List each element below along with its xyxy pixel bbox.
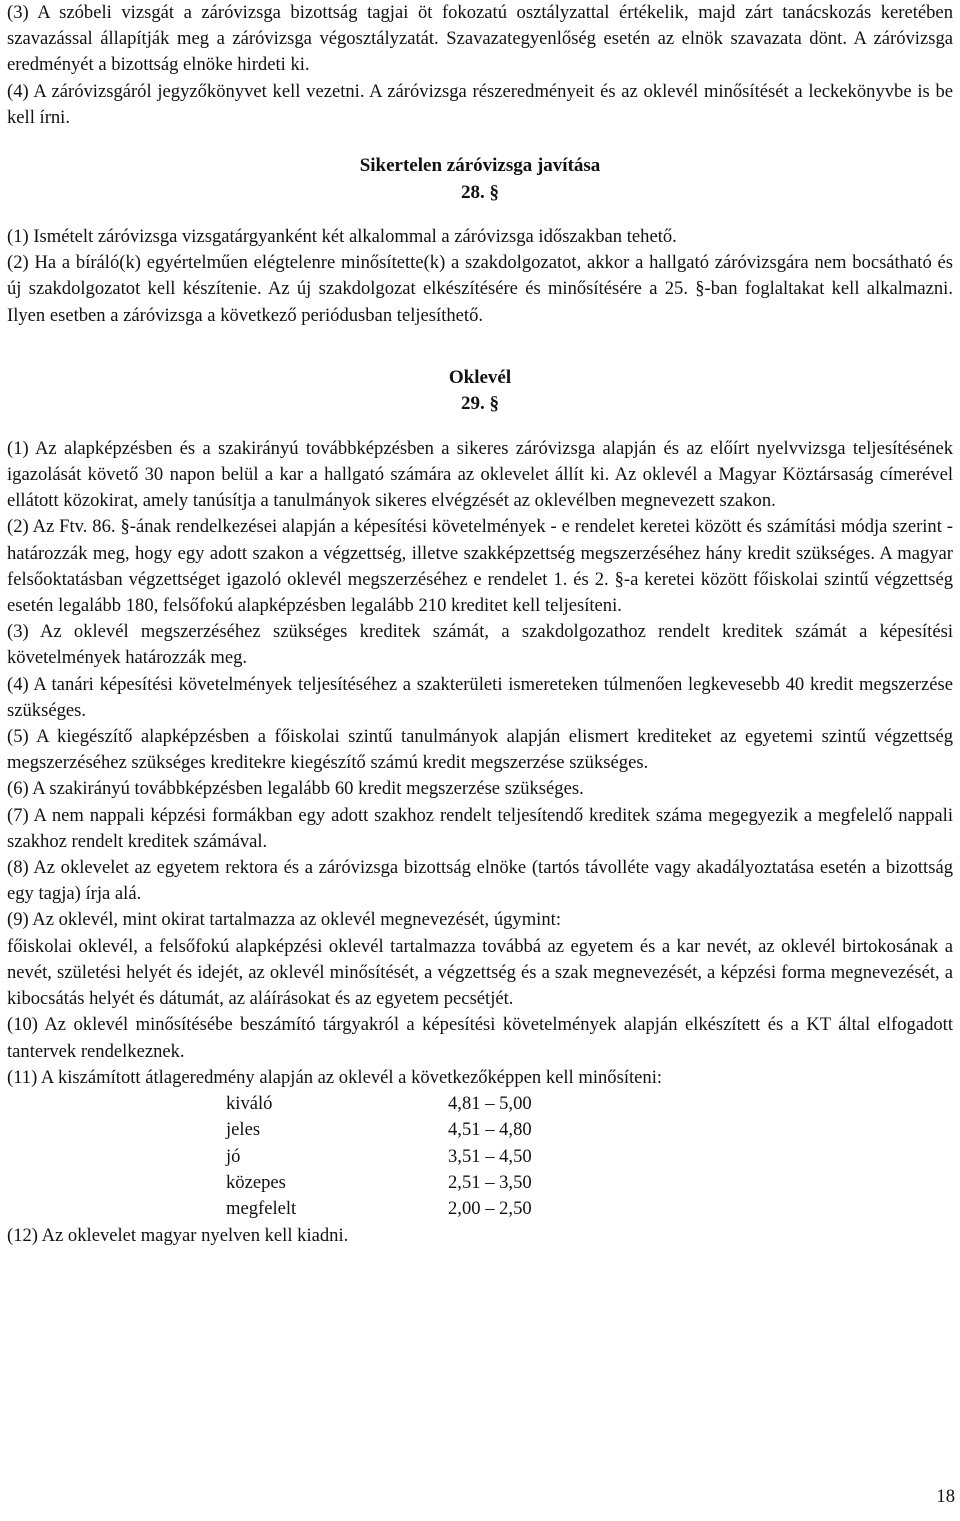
- section-29-paragraph-3: (3) Az oklevél megszerzéséhez szükséges kreditek számát, a szakdolgozathoz rendelt kreditek számát a képesítési követelmények határozzák meg.: [7, 621, 953, 669]
- grade-range: 4,81 – 5,00: [448, 1092, 532, 1114]
- section-29-paragraph-12: (12) Az oklevelet magyar nyelven kell kiadni.: [7, 1224, 349, 1246]
- grade-name: jeles: [226, 1119, 261, 1141]
- section-29-paragraph-9-continued: főiskolai oklevél, a felsőfokú alapképzési oklevél tartalmazza továbbá az egyetem és a kar nevét, az oklevél birtokosának a nevét, születési helyét és idejét, az oklevél minősítését, a végzettség és a szak megnevezését, a képzési forma megnevezését, a kibocsátás helyét és dátumát, az aláírásokat és az egyetem pecsétjét.: [7, 935, 953, 1010]
- section-29-paragraph-4: (4) A tanári képesítési követelmények teljesítéséhez a szakterületi ismereteken túlmenően legkevesebb 40 kredit megszerzése szükséges.: [7, 673, 953, 721]
- grade-row: [226, 1170, 953, 1196]
- grade-name: jó: [226, 1145, 241, 1167]
- grade-range: 3,51 – 4,50: [448, 1145, 532, 1167]
- paragraph-3: (3) A szóbeli vizsgát a záróvizsga bizottság tagjai öt fokozatú osztályzattal értékelik, majd zárt tanácskozás keretében szavazással állapítják meg a záróvizsga végosztályzatát. Szavazategyenlőség esetén az elnök szavazata dönt. A záróvizsga eredményét a bizottság elnöke hirdeti ki.: [7, 2, 953, 76]
- section-29-paragraph-11: (11) A kiszámított átlageredmény alapján az oklevél a következőképpen kell minősíteni:: [7, 1066, 663, 1088]
- section-29-paragraph-1: (1) Az alapképzésben és a szakirányú továbbképzésben a sikeres záróvizsga alapján és az előírt nyelvvizsga teljesítésének igazolását követő 30 napon belül a kar a hallgató számára az oklevelet állít ki. Az oklevél a Magyar Köztársaság címerével ellátott közokirat, amely tanúsítja a tanulmányok sikeres elvégzését az oklevélben megnevezett szakon.: [7, 437, 953, 512]
- section-29-paragraph-6: (6) A szakirányú továbbképzésben legalább 60 kredit megszerzése szükséges.: [7, 778, 584, 800]
- section-29-paragraph-2: (2) Az Ftv. 86. §-ának rendelkezései alapján a képesítési követelmények - e rendelet keretei között és számítási módja szerint - határozzák meg, hogy egy adott szakon a végzettség, illetve szakképzettség megszerzéséhez hány kredit szükséges. A magyar felsőoktatásban végzettséget igazoló oklevél megszerzéséhez e rendelet 1. és 2. §-a keretei között főiskolai szintű végzettség esetén legalább 180, felsőfokú alapképzésben legalább 210 kreditet kell teljesíteni.: [7, 516, 953, 617]
- grade-row: [226, 1144, 953, 1170]
- page-number: 18: [936, 1486, 955, 1507]
- section-29-paragraph-9: (9) Az oklevél, mint okirat tartalmazza az oklevél megnevezését, úgymint:: [7, 909, 561, 931]
- section-28-paragraph-1: (1) Ismételt záróvizsga vizsgatárgyanként két alkalommal a záróvizsga időszakban tehető.: [7, 226, 677, 248]
- grade-table: [226, 1091, 953, 1223]
- section-28-paragraph-2: (2) Ha a bíráló(k) egyértelműen elégtelenre minősítette(k) a szakdolgozatot, akkor a hallgató záróvizsgára nem bocsátható és új szakdolgozatot kell készítenie. Az új szakdolgozat elkészítésére és minősítésére a 25. §-ban foglaltakat kell alkalmazni. Ilyen esetben a záróvizsga a következő periódusban teljesíthető.: [7, 252, 953, 326]
- section-29-paragraph-5: (5) A kiegészítő alapképzésben a főiskolai szintű tanulmányok alapján elismert krediteket az egyetemi szintű végzettség megszerzéséhez szükséges kreditekre kiegészítő számú kredit megszerzése szükséges.: [7, 726, 953, 774]
- section-28-title: Sikertelen záróvizsga javítása: [359, 155, 601, 177]
- grade-row: [226, 1117, 953, 1143]
- section-29-title: Oklevél: [448, 366, 512, 388]
- grade-name: közepes: [226, 1172, 286, 1194]
- section-29-paragraph-7: (7) A nem nappali képzési formákban egy adott szakhoz rendelt teljesítendő kreditek száma megegyezik a megfelelő nappali szakhoz rendelt kreditek számával.: [7, 804, 953, 852]
- grade-row: [226, 1091, 953, 1117]
- section-29-paragraph-10: (10) Az oklevél minősítésébe beszámító tárgyakról a képesítési követelmények alapján elkészített és a KT által elfogadott tantervek rendelkeznek.: [7, 1014, 953, 1062]
- grade-range: 4,51 – 4,80: [448, 1119, 532, 1141]
- paragraph-4: (4) A záróvizsgáról jegyzőkönyvet kell vezetni. A záróvizsga részeredményeit és az oklevél minősítését a leckekönyvbe is be kell írni.: [7, 80, 953, 128]
- section-29-paragraph-8: (8) Az oklevelet az egyetem rektora és a záróvizsga bizottság elnöke (tartós távolléte vagy akadályoztatása esetén a bizottság egy tagja) írja alá.: [7, 857, 953, 905]
- grade-name: kiváló: [226, 1092, 273, 1114]
- section-28-number: 28. §: [461, 181, 499, 203]
- section-29-number: 29. §: [461, 393, 499, 415]
- grade-row: [226, 1196, 953, 1222]
- grade-range: 2,00 – 2,50: [448, 1198, 532, 1220]
- grade-range: 2,51 – 3,50: [448, 1172, 532, 1194]
- grade-name: megfelelt: [226, 1198, 297, 1220]
- document-body: [7, 0, 953, 1249]
